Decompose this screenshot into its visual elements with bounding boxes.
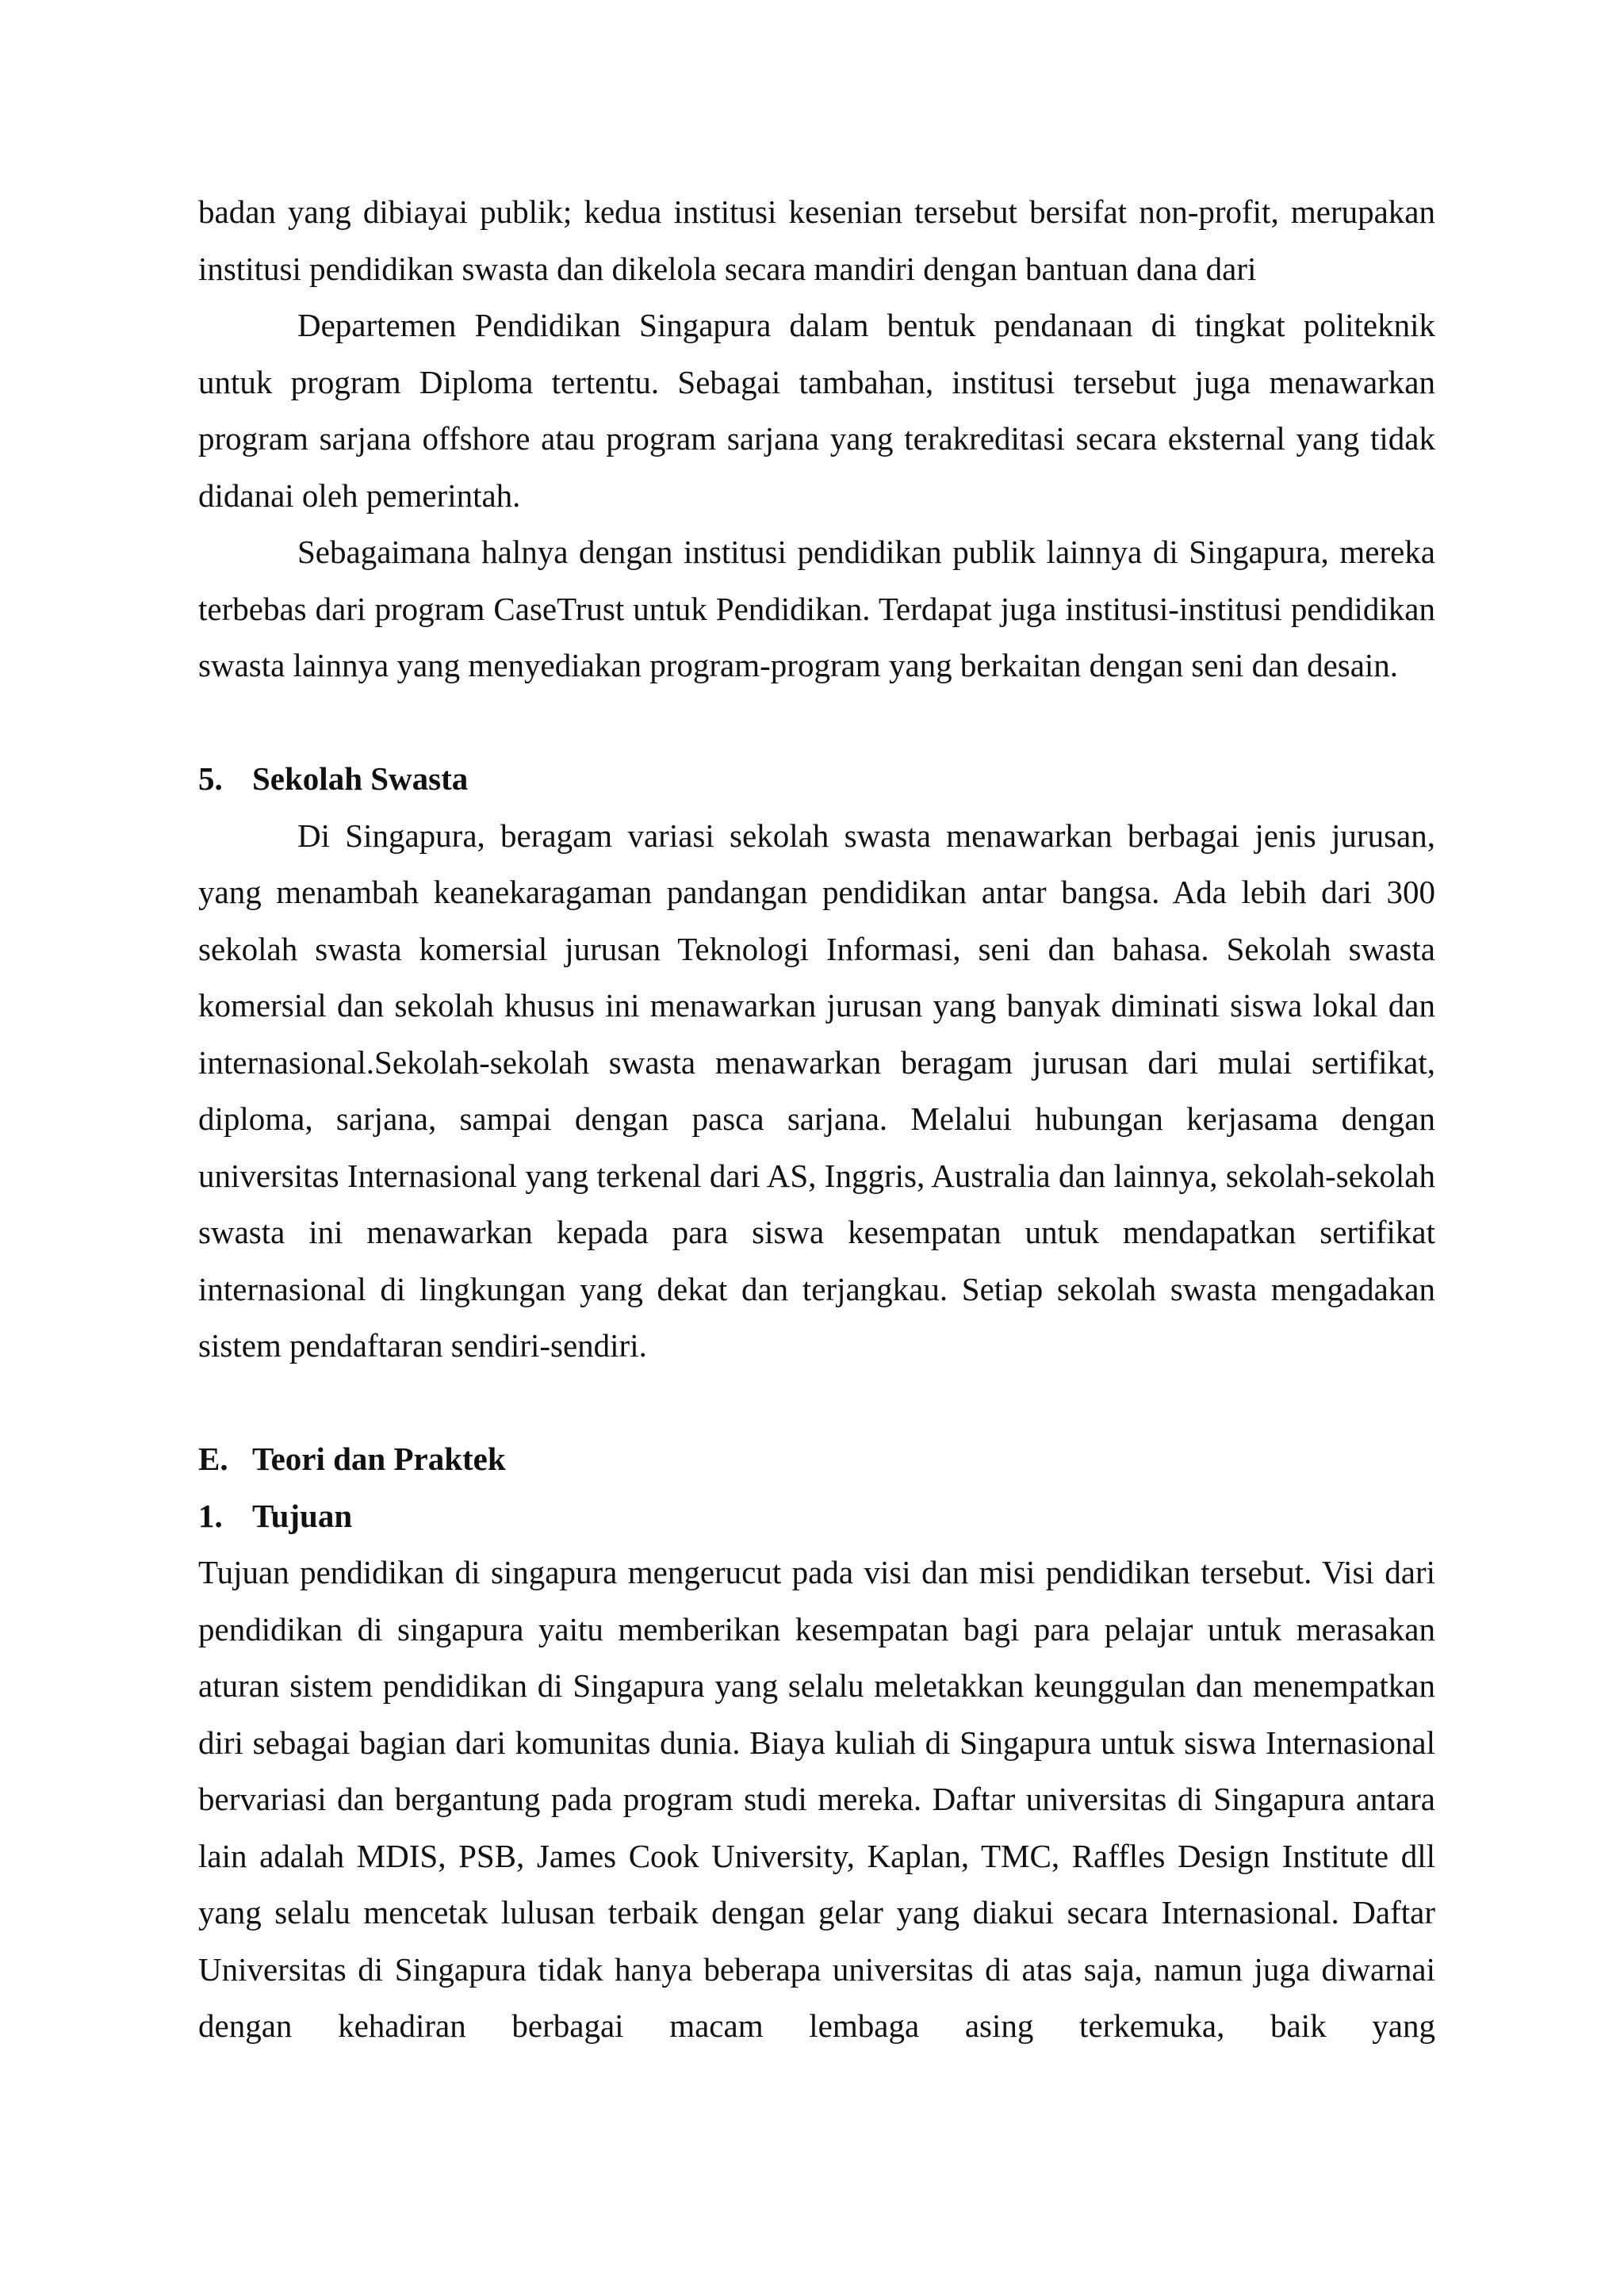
heading-tujuan — [198, 1488, 1435, 1545]
heading-sekolah-swasta — [198, 751, 1435, 808]
heading-title: Teori dan Praktek — [252, 1441, 506, 1477]
paragraph-casetrust: Sebagaimana halnya dengan institusi pendidikan publik lainnya di Singapura, mereka terbebas dari program CaseTrust untuk Pendidikan. Terdapat juga institusi-institusi pendidikan swasta lainnya yang menyediakan program-program yang berkaitan dengan seni dan desain. — [198, 534, 1435, 683]
paragraph-departemen: Departemen Pendidikan Singapura dalam bentuk pendanaan di tingkat politeknik untuk program Diploma tertentu. Sebagai tambahan, institusi tersebut juga menawarkan program sarjana offshore atau program sarjana yang terakreditasi secara eksternal yang tidak didanai oleh pemerintah. — [198, 307, 1435, 514]
heading-teori-dan-praktek — [198, 1431, 1435, 1488]
section-spacer — [198, 695, 1435, 752]
heading-title: Sekolah Swasta — [252, 760, 469, 797]
section-spacer — [198, 1375, 1435, 1432]
paragraph-tujuan: Tujuan pendidikan di singapura mengerucut pada visi dan misi pendidikan tersebut. Visi dari pendidikan di singapura yaitu memberikan kesempatan bagi para pelajar untuk merasakan aturan sistem pendidikan di Singapura yang selalu meletakkan keunggulan dan menempatkan diri sebagai bagian dari komunitas dunia. Biaya kuliah di Singapura untuk siswa Internasional bervariasi dan bergantung pada program studi mereka. Daftar universitas di Singapura antara lain adalah MDIS, PSB, James Cook University, Kaplan, TMC, Raffles Design Institute dll yang selalu mencetak lulusan terbaik dengan gelar yang diakui secara Internasional. Daftar Universitas di Singapura tidak hanya beberapa universitas di atas saja, namun juga diwarnai dengan kehadiran berbagai macam lembaga asing terkemuka, baik yang — [198, 1554, 1435, 2044]
heading-letter: E. — [198, 1441, 228, 1477]
heading-title: Tujuan — [252, 1497, 353, 1534]
document-body — [198, 184, 1435, 2055]
paragraph-continuation: badan yang dibiayai publik; kedua institusi kesenian tersebut bersifat non-profit, merupakan institusi pendidikan swasta dan dikelola secara mandiri dengan bantuan dana dari — [198, 193, 1435, 287]
heading-number: 1. — [198, 1497, 223, 1534]
heading-number: 5. — [198, 760, 223, 797]
paragraph-sekolah-swasta: Di Singapura, beragam variasi sekolah swasta menawarkan berbagai jenis jurusan, yang menambah keanekaragaman pandangan pendidikan antar bangsa. Ada lebih dari 300 sekolah swasta komersial jurusan Teknologi Informasi, seni dan bahasa. Sekolah swasta komersial dan sekolah khusus ini menawarkan jurusan yang banyak diminati siswa lokal dan internasional.Sekolah-sekolah swasta menawarkan beragam jurusan dari mulai sertifikat, diploma, sarjana, sampai dengan pasca sarjana. Melalui hubungan kerjasama dengan universitas Internasional yang terkenal dari AS, Inggris, Australia dan lainnya, sekolah-sekolah swasta ini menawarkan kepada para siswa kesempatan untuk mendapatkan sertifikat internasional di lingkungan yang dekat dan terjangkau. Setiap sekolah swasta mengadakan sistem pendaftaran sendiri-sendiri. — [198, 817, 1435, 1364]
